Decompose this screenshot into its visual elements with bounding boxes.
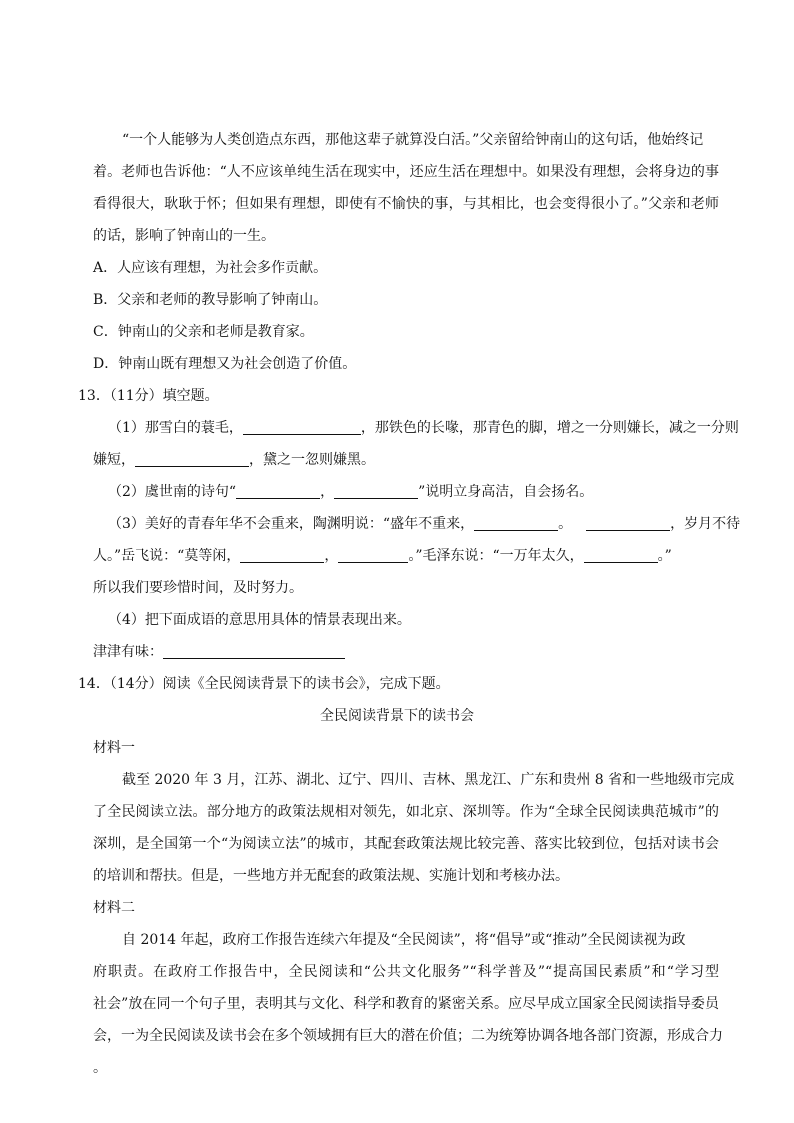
q13-p2-text-b: ， (320, 484, 335, 500)
answer-blank[interactable] (236, 482, 320, 499)
option-c: C．钟南山的父亲和老师是教育家。 (93, 324, 314, 340)
q13-p3-text-g: 。” (657, 548, 672, 564)
q13-p2-text-a: （2）虞世南的诗句“ (108, 484, 237, 500)
material-2-line-2: 府职责。在政府工作报告中，全民阅读和“公共文化服务”“科学普及”“提高国民素质”和“学习型 (93, 964, 719, 980)
q13-p3-line1 (108, 514, 740, 534)
q13-p1-text-d: ，黛之一忽则嫌黑。 (249, 452, 375, 468)
passage-line-3: 看得很大，耿耿于怀；但如果有理想，即使有不愉快的事，与其相比，也会变得很小了。”父亲和老师 (93, 196, 719, 212)
q13-p1-line1 (108, 418, 739, 438)
answer-blank[interactable] (586, 514, 670, 531)
option-b: B．父亲和老师的教导影响了钟南山。 (93, 292, 328, 308)
answer-blank[interactable] (474, 514, 558, 531)
q13-p1-text-b: ，那铁色的长喙，那青色的脚，增之一分则嫌长，减之一分则 (360, 420, 739, 436)
q13-p4-answer-line (93, 642, 345, 662)
passage-line-1: “一个人能够为人类创造点东西，那他这辈子就算没白活。”父亲留给钟南山的这句话，他始终记 (122, 132, 704, 148)
q13-p4: （4）把下面成语的意思用具体的情景表现出来。 (108, 612, 411, 628)
material-2-line-5: 。 (93, 1060, 107, 1076)
material-2-line-3: 社会”放在同一个句子里，表明其与文化、科学和教育的紧密关系。应尽早成立国家全民阅读指导委员 (93, 996, 719, 1012)
answer-blank[interactable] (240, 546, 324, 563)
material-2-line-1: 自 2014 年起，政府工作报告连续六年提及“全民阅读”，将“倡导”或“推动”全民阅读视为政 (122, 932, 686, 948)
q13-p3-line2 (93, 546, 672, 566)
answer-blank[interactable] (338, 546, 408, 563)
q13-p2-text-c: ”说明立身高洁，自会扬名。 (418, 484, 594, 500)
answer-blank[interactable] (163, 642, 345, 659)
q13-p1-line2 (93, 450, 375, 470)
option-a: A．人应该有理想，为社会多作贡献。 (93, 260, 328, 276)
material-1-line-4: 的培训和帮扶。但是，一些地方并无配套的政策法规、实施计划和考核办法。 (93, 868, 569, 884)
option-d: D．钟南山既有理想又为社会创造了价值。 (93, 356, 357, 372)
q13-p3-text-b: 。 (558, 516, 573, 532)
q13-p3-text-d: 人。”岳飞说：“莫等闲， (93, 548, 241, 564)
q13-p3-text-e: ， (324, 548, 339, 564)
answer-blank[interactable] (334, 482, 418, 499)
answer-blank[interactable] (584, 546, 658, 563)
q13-p1-text-a: （1）那雪白的蓑毛， (108, 420, 243, 436)
answer-blank[interactable] (135, 450, 249, 467)
q13-p3-text-c: ，岁月不待 (670, 516, 741, 532)
passage-line-2: 着。老师也告诉他：“人不应该单纯生活在现实中，还应生活在理想中。如果没有理想，会将身边的事 (93, 164, 719, 180)
material-1-line-2: 了全民阅读立法。部分地方的政策法规相对领先，如北京、深圳等。作为“全球全民阅读典范城市”的 (93, 804, 719, 820)
material-1-label: 材料一 (93, 740, 135, 756)
q13-p3-line3: 所以我们要珍惜时间，及时努力。 (93, 580, 303, 596)
material-1-line-1: 截至 2020 年 3 月，江苏、湖北、辽宁、四川、吉林、黑龙江、广东和贵州 8 省和一些地级市完成 (122, 772, 735, 788)
article-heading: 全民阅读背景下的读书会 (320, 708, 474, 724)
q13-p3-text-a: （3）美好的青春年华不会重来，陶渊明说：“盛年不重来， (108, 516, 475, 532)
q13-p4-label: 津津有味： (93, 644, 163, 660)
q13-p1-text-c: 嫌短， (93, 452, 135, 468)
q14-title: 14．（14分）阅读《全民阅读背景下的读书会》，完成下题。 (78, 676, 450, 692)
q13-p2 (108, 482, 593, 502)
answer-blank[interactable] (243, 418, 361, 435)
material-1-line-3: 深圳，是全国第一个“为阅读立法”的城市，其配套政策法规比较完善、落实比较到位，包括对读书会 (93, 836, 719, 852)
q13-p3-text-f: 。”毛泽东说：“一万年太久， (408, 548, 584, 564)
material-2-label: 材料二 (93, 900, 135, 916)
q13-title: 13．（11分）填空题。 (78, 388, 219, 404)
material-2-line-4: 会，一为全民阅读及读书会在多个领域拥有巨大的潜在价值；二为统筹协调各地各部门资源，形成合力 (93, 1028, 723, 1044)
passage-line-4: 的话，影响了钟南山的一生。 (93, 228, 275, 244)
